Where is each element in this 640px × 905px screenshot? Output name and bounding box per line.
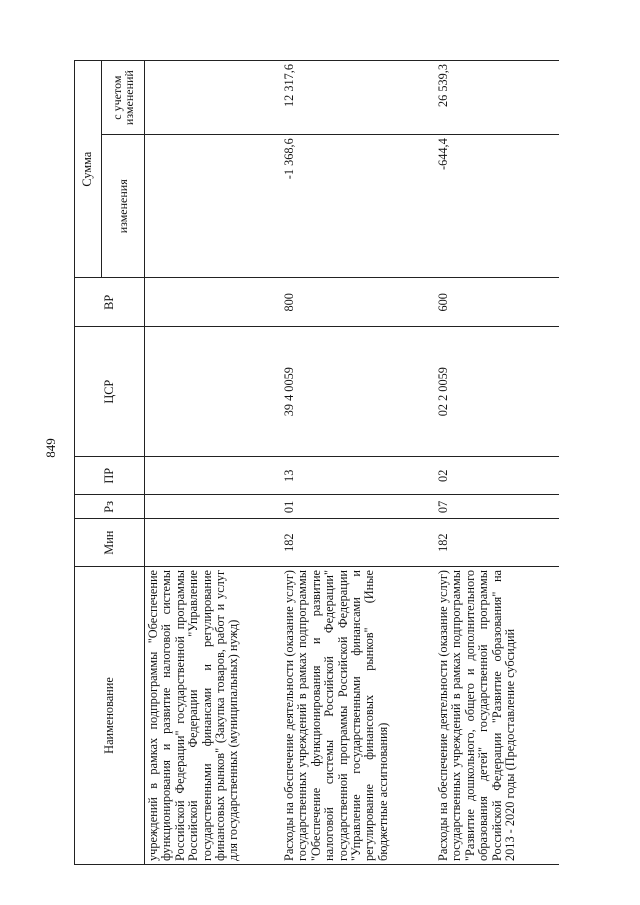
- row-vr: 600: [435, 278, 559, 327]
- row-vr: [145, 278, 282, 327]
- table-row: [145, 61, 282, 865]
- page-number: 849: [43, 438, 58, 458]
- row-pr: [145, 457, 282, 495]
- budget-table: [74, 60, 559, 865]
- header-pr: ПР: [75, 457, 145, 495]
- row-pr: 13: [281, 457, 435, 495]
- row-vr: 800: [281, 278, 435, 327]
- header-summa: Сумма: [75, 61, 102, 278]
- row-change: [145, 135, 282, 278]
- header-min: Мин: [75, 519, 145, 567]
- row-csr: 39 4 0059: [281, 327, 435, 457]
- row-rz: 01: [281, 495, 435, 519]
- row-name: Расходы на обеспечение деятельности (оказание услуг) государственных учреждений в рамках подпрограммы "Развитие дошкольного, общего и дополнительного образования детей" государственной программы Российской Федерации "Развитие образования" на 2013 - 2020 годы (Предоставление субсидий: [435, 567, 559, 865]
- row-rz: 07: [435, 495, 559, 519]
- header-with-change: с учетом изменений: [102, 61, 145, 135]
- row-csr: 02 2 0059: [435, 327, 559, 457]
- table-row: [281, 61, 435, 865]
- row-change: -644,4: [435, 135, 559, 278]
- row-name: учреждений в рамках подпрограммы "Обеспечение функционирования и развитие налоговой системы Российской Федерации" государственной программы Российской Федерации "Управление государственными финансами и регулирование финансовых рынков" (Закупка товаров, работ и услуг для государственных (муниципальных) нужд): [145, 567, 282, 865]
- row-min: 182: [281, 519, 435, 567]
- row-name: Расходы на обеспечение деятельности (оказание услуг) государственных учреждений в рамках подпрограммы "Обеспечение функционирования и развитие налоговой системы Российской Федерации" государственной программы Российской Федерации "Управление государственными финансами и регулирование финансовых рынков" (Иные бюджетные ассигнования): [281, 567, 435, 865]
- row-with-change: 12 317,6: [281, 61, 435, 135]
- header-vr: ВР: [75, 278, 145, 327]
- table-header: [75, 61, 145, 865]
- row-with-change: [145, 61, 282, 135]
- row-pr: 02: [435, 457, 559, 495]
- row-min: 182: [435, 519, 559, 567]
- row-change: -1 368,6: [281, 135, 435, 278]
- row-csr: [145, 327, 282, 457]
- row-with-change: 26 539,3: [435, 61, 559, 135]
- table-body: [145, 61, 560, 865]
- rotated-table-container: [74, 60, 592, 865]
- header-csr: ЦСР: [75, 327, 145, 457]
- header-change: изменения: [102, 135, 145, 278]
- row-rz: [145, 495, 282, 519]
- table-row: [435, 61, 559, 865]
- row-min: [145, 519, 282, 567]
- header-name: Наименование: [75, 567, 145, 865]
- header-rz: Рз: [75, 495, 145, 519]
